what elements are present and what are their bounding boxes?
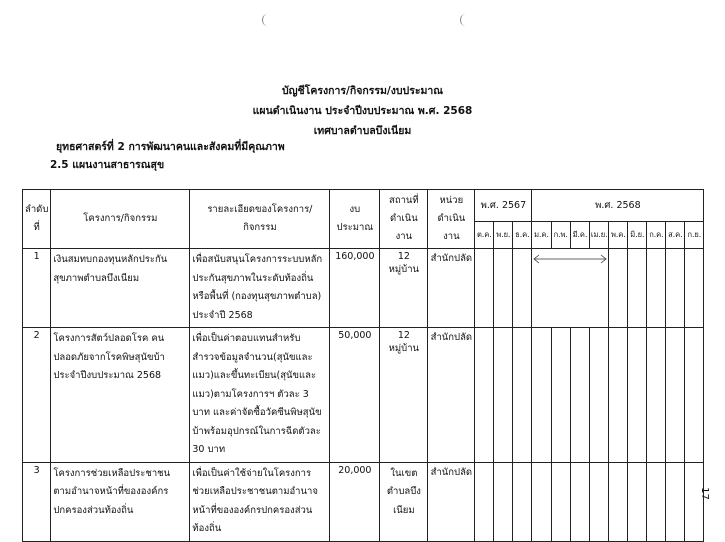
- punch-hole-left: [262, 14, 273, 26]
- row-place: 12 หมู่บ้าน: [380, 249, 428, 328]
- table-row: [23, 249, 704, 328]
- header-year-2567: พ.ศ. 2567: [475, 190, 532, 222]
- punch-hole-right: [460, 14, 471, 26]
- month-header: ก.ย.: [685, 222, 704, 249]
- month-header: พ.ค.: [609, 222, 628, 249]
- header-year-2568: พ.ศ. 2568: [532, 190, 704, 222]
- row-budget: 160,000: [330, 249, 380, 328]
- document-subtitle: แผนดำเนินงาน ประจำปีงบประมาณ พ.ศ. 2568: [252, 105, 473, 117]
- row-unit: สำนักปลัด: [428, 462, 475, 541]
- header-place: สถานที่ดำเนินงาน: [380, 190, 428, 249]
- document-title: บัญชีโครงการ/กิจกรรม/งบประมาณ: [281, 85, 444, 97]
- row-budget: 20,000: [330, 462, 380, 541]
- row-no: 1: [23, 249, 51, 328]
- month-header: ธ.ค.: [513, 222, 532, 249]
- row-place: ในเขตตำบลบึงเนียม: [380, 462, 428, 541]
- page-number: 17: [699, 487, 711, 500]
- month-header: มิ.ย.: [628, 222, 647, 249]
- row-project: เงินสมทบกองทุนหลักประกันสุขภาพตำบลบึงเนียม: [51, 249, 190, 328]
- row-place: 12 หมู่บ้าน: [380, 328, 428, 463]
- row-unit: สำนักปลัด: [428, 328, 475, 463]
- row-details: เพื่อสนับสนุนโครงการระบบหลักประกันสุขภาพในระดับท้องถิ่นหรือพื้นที่ (กองทุนสุขภาพตำบล) ประจำปี 2568: [190, 249, 330, 328]
- month-header: ส.ค.: [666, 222, 685, 249]
- header-budget: งบประมาณ: [330, 190, 380, 249]
- table-row: [23, 462, 704, 541]
- header-unit: หน่วยดำเนินงาน: [428, 190, 475, 249]
- row-details: เพื่อเป็นค่าตอบแทนสำหรับสำรวจข้อมูลจำนวน(สุนัขและแมว)และขึ้นทะเบียน(สุนัขและแมว)ตามโครงการฯ ตัวละ 3 บาท และค่าจัดซื้อวัคซีนพิษสุนัขบ้าพร้อมอุปกรณ์ในการฉีดตัวละ 30 บาท: [190, 328, 330, 463]
- strategy-heading: ยุทธศาสตร์ที่ 2 การพัฒนาคนและสังคมที่มีคุณภาพ: [56, 141, 285, 153]
- row-no: 3: [23, 462, 51, 541]
- month-header: ก.ค.: [647, 222, 666, 249]
- project-table: [22, 189, 704, 542]
- month-header: ก.พ.: [551, 222, 570, 249]
- row-budget: 50,000: [330, 328, 380, 463]
- row-unit: สำนักปลัด: [428, 249, 475, 328]
- month-header: มี.ค.: [570, 222, 589, 249]
- month-header: ต.ค.: [475, 222, 494, 249]
- month-header: เม.ย.: [590, 222, 609, 249]
- row-project: โครงการสัตว์ปลอดโรค คนปลอดภัยจากโรคพิษสุนัขบ้า ประจำปีงบประมาณ 2568: [51, 328, 190, 463]
- organization-name: เทศบาลตำบลบึงเนียม: [313, 125, 412, 137]
- month-header: พ.ย.: [494, 222, 513, 249]
- row-no: 2: [23, 328, 51, 463]
- row-project: โครงการช่วยเหลือประชาชนตามอำนาจหน้าที่ขององค์กรปกครองส่วนท้องถิ่น: [51, 462, 190, 541]
- row-details: เพื่อเป็นค่าใช้จ่ายในโครงการช่วยเหลือประชาชนตามอำนาจหน้าที่ขององค์กรปกครองส่วนท้องถิ่น: [190, 462, 330, 541]
- header-no: ลำดับที่: [23, 190, 51, 249]
- header-details: รายละเอียดของโครงการ/กิจกรรม: [190, 190, 330, 249]
- month-header: ม.ค.: [532, 222, 551, 249]
- header-project: โครงการ/กิจกรรม: [51, 190, 190, 249]
- table-row: [23, 328, 704, 463]
- plan-heading: 2.5 แผนงานสาธารณสุข: [50, 159, 165, 171]
- timeline-arrow: [532, 252, 608, 266]
